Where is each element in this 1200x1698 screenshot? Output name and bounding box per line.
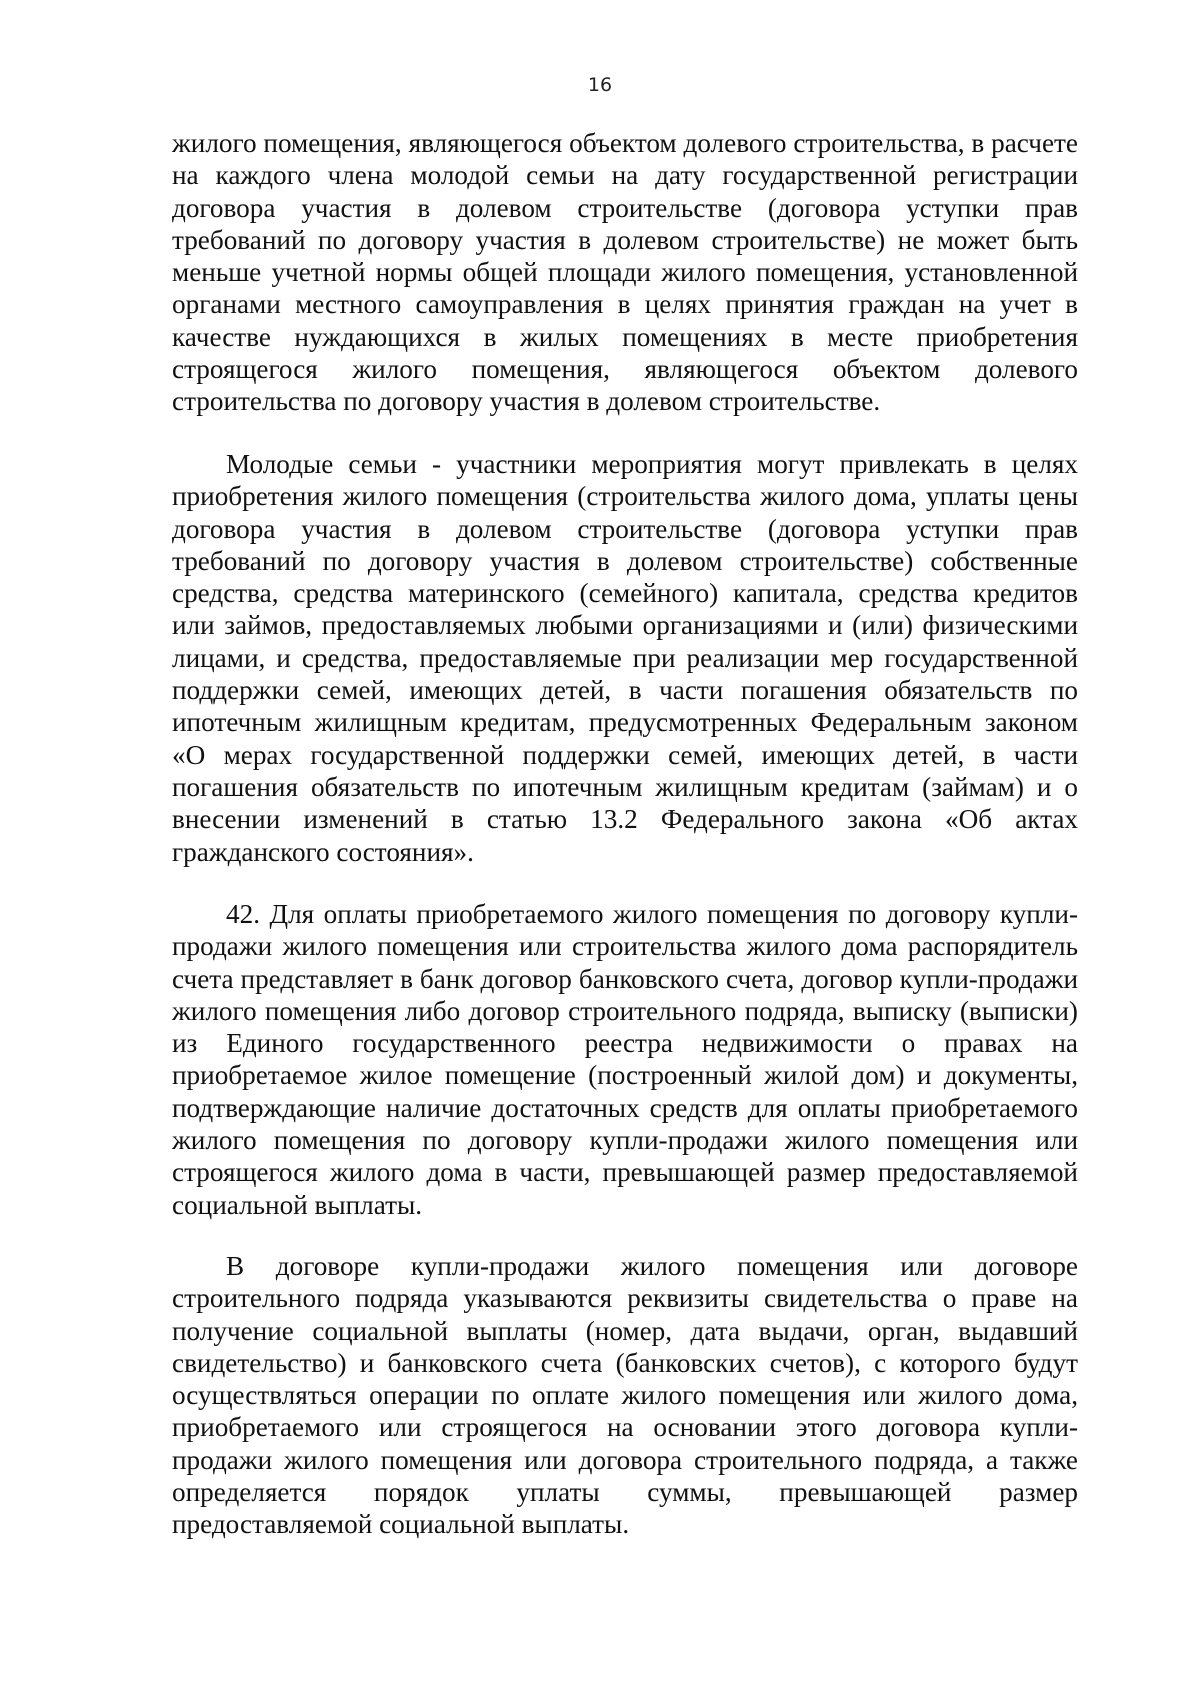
- paragraph: В договоре купли-продажи жилого помещения или договоре строительного подряда указываются реквизиты свидетельства о праве на получение социальной выплаты (номер, дата выдачи, орган, выдавший свидетельство) и банковского счета (банковских счетов), с которого будут осуществляться операции по оплате жилого помещения или жилого дома, приобретаемого или строящегося на основании этого договора купли-продажи жилого помещения или договора строительного подряда, а также определяется порядок уплаты суммы, превышающей размер предоставляемой социальной выплаты.: [172, 1251, 1078, 1540]
- paragraph: жилого помещения, являющегося объектом долевого строительства, в расчете на каждого члена молодой семьи на дату государственной регистрации договора участия в долевом строительстве (договора уступки прав требований по договору участия в долевом строительстве) не может быть меньше учетной нормы общей площади жилого помещения, установленной органами местного самоуправления в целях принятия граждан на учет в качестве нуждающихся в жилых помещениях в месте приобретения строящегося жилого помещения, являющегося объектом долевого строительства по договору участия в долевом строительстве.: [172, 128, 1078, 417]
- paragraph-young-families: [172, 448, 1078, 868]
- paragraph-continuation: [172, 127, 1078, 418]
- paragraph-item-42: [172, 898, 1078, 1221]
- paragraph: Молодые семьи - участники мероприятия могут привлекать в целях приобретения жилого помещения (строительства жилого дома, уплаты цены договора участия в долевом строительстве (договора уступки прав требований по договору участия в долевом строительстве) собственные средства, средства материнского (семейного) капитала, средства кредитов или займов, предоставляемых любыми организациями и (или) физическими лицами, и средства, предоставляемые при реализации мер государственной поддержки семей, имеющих детей, в части погашения обязательств по ипотечным жилищным кредитам, предусмотренных Федеральным законом «О мерах государственной поддержки семей, имеющих детей, в части погашения обязательств по ипотечным жилищным кредитам (займам) и о внесении изменений в статью 13.2 Федерального закона «Об актах гражданского состояния».: [172, 449, 1078, 867]
- paragraph-contract-details: [172, 1250, 1078, 1541]
- page-number: 16: [587, 74, 613, 96]
- paragraph: 42. Для оплаты приобретаемого жилого помещения по договору купли-продажи жилого помещения или строительства жилого дома распорядитель счета представляет в банк договор банковского счета, договор купли-продажи жилого помещения либо договор строительного подряда, выписку (выписки) из Единого государственного реестра недвижимости о правах на приобретаемое жилое помещение (построенный жилой дом) и документы, подтверждающие наличие достаточных средств для оплаты приобретаемого жилого помещения по договору купли-продажи жилого помещения или строящегося жилого дома в части, превышающей размер предоставляемой социальной выплаты.: [172, 899, 1078, 1220]
